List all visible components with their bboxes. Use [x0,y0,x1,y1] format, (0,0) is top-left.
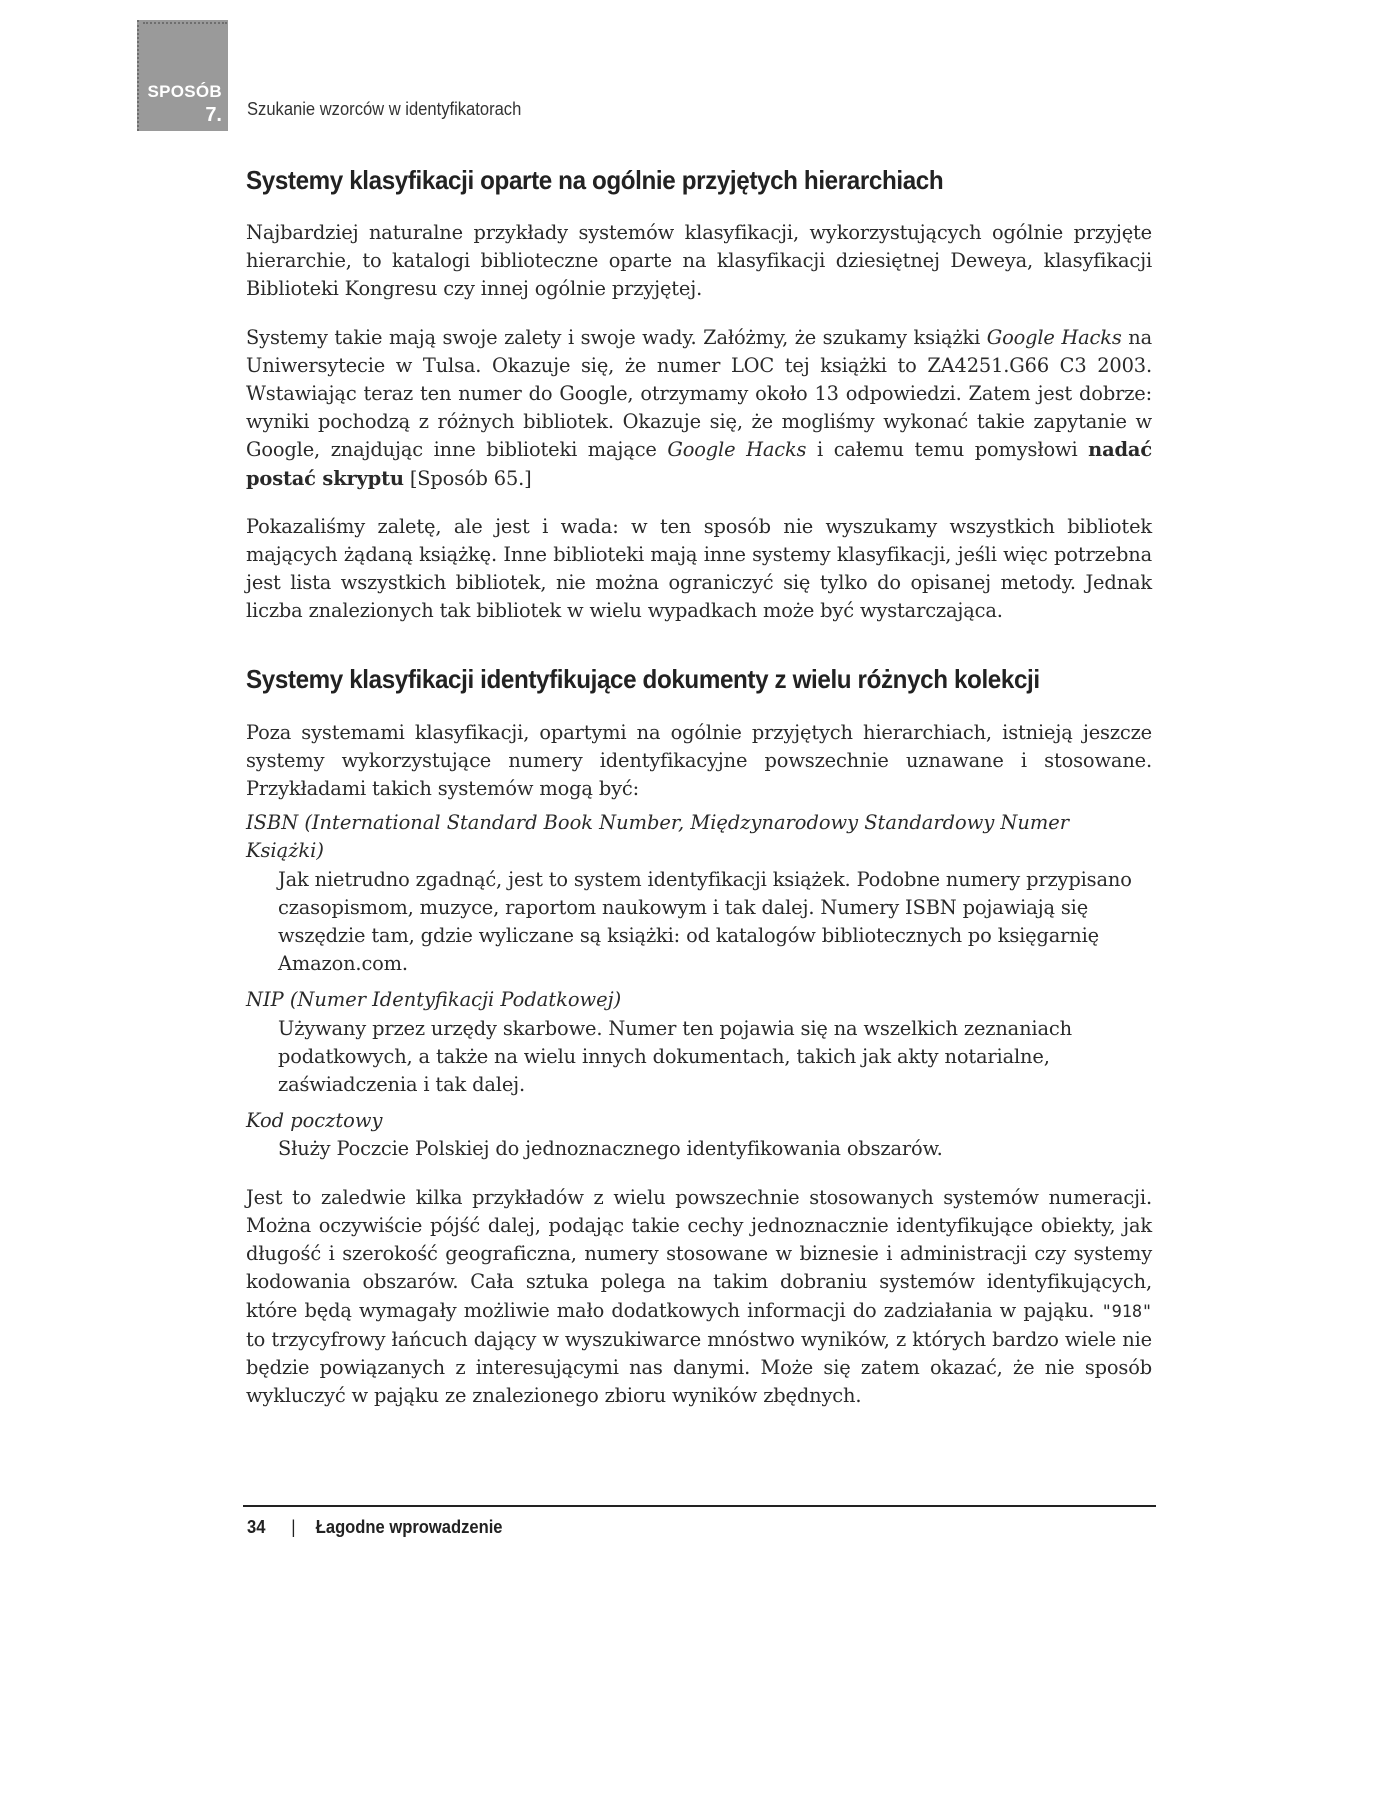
definition-text-postal-code: Służy Poczcie Polskiej do jednoznacznego identyfikowania obszarów. [278,1137,943,1161]
definition-term-nip: NIP (Numer Identyfikacji Podatkowej) [246,988,622,1012]
definition-text-nip: Używany przez urzędy skarbowe. Numer ten pojawia się na wszelkich zeznaniach podatkowych, a także na wielu innych dokumentach, takich jak akty notarialne, zaświadczenia i tak dalej. [278,1016,1072,1097]
tab-dotted-edge [143,22,227,24]
definition-text-isbn: Jak nietrudno zgadnąć, jest to system identyfikacji książek. Podobne numery przypisano czasopismom, muzyce, raportom naukowym i tak dalej. Numery ISBN pojawiają się wszędzie tam, gdzie wyliczane są książki: od katalogów bibliotecznych po księgarnię Amazon.com. [278,867,1132,976]
section-heading-collections: Systemy klasyfikacji identyfikujące dokumenty z wielu różnych kolekcji [246,663,1040,694]
footer [247,1517,503,1538]
tab-label: SPOSÓB [147,82,222,101]
text-run: [Sposób 65.] [403,466,532,490]
paragraph-systems-intro: Poza systemami klasyfikacji, opartymi na ogólnie przyjętych hierarchiach, istnieją jeszcze systemy wykorzystujące numery identyfikacyjne powszechnie uznawane i stosowane. Przykładami takich systemów mogą być: [246,720,1152,801]
cross-reference: nadać postać skryptu [246,438,1152,490]
text-run: Jest to zaledwie kilka przykładów z wielu powszechnie stosowanych systemów numeracji. Można oczywiście pójść dalej, podając takie cechy jednoznacznie identyfikujące obiekty, jak długość i szerokość geograficzna, numery stosowane w biznesie i administracji czy systemy kodowania obszarów. Cała sztuka polega na takim dobraniu systemów identyfikujących, które będą wymagały możliwie mało dodatkowych informacji do zadziałania w pająku. [246,1185,1152,1322]
definition-term-isbn: ISBN (International Standard Book Number, Międzynarodowy Standardowy Numer Książki) [246,811,1070,863]
page-number: 34 [247,1517,266,1537]
hack-tab [137,20,228,131]
tab-number: 7. [205,104,222,126]
paragraph-intro: Najbardziej naturalne przykłady systemów klasyfikacji, wykorzystujących ogólnie przyjęte hierarchie, to katalogi biblioteczne oparte na klasyfikacji dziesiętnej Deweya, klasyfikacji Biblioteki Kongresu czy innej ogólnie przyjętej. [246,221,1152,301]
definition-list [246,809,1152,1163]
text-run: na Uniwersytecie w Tulsa. Okazuje się, że numer LOC tej książki to ZA4251.G66 C3 2003. Wstawiając teraz ten numer do Google, otrzymamy około 13 odpowiedzi. Zatem jest dobrze: wyniki pochodzą z różnych bibliotek. Okazuje się, że mogliśmy wykonać takie zapytanie w Google, znajdując inne biblioteki mające [246,325,1153,462]
section-heading-hierarchies: Systemy klasyfikacji oparte na ogólnie przyjętych hierarchiach [246,165,944,195]
paragraph-closing [246,1184,1152,1411]
code-literal: "918" [1101,1301,1152,1322]
book-title: Google Hacks [986,325,1122,349]
text-run: i całemu temu pomysłowi [806,438,1089,462]
text-run: to trzycyfrowy łańcuch dający w wyszukiwarce mnóstwo wyników, z których bardzo wiele nie będzie powiązanych z interesującymi nas danymi. Może się zatem okazać, że nie sposób wykluczyć w pająku ze znalezionego zbioru wyników zbędnych. [246,1327,1152,1408]
paragraph-advantages [246,324,1152,493]
paragraph-drawback: Pokazaliśmy zaletę, ale jest i wada: w ten sposób nie wyszukamy wszystkich bibliotek mających żądaną książkę. Inne biblioteki mają inne systemy klasyfikacji, jeśli więc potrzebna jest lista wszystkich bibliotek, nie można ograniczyć się tylko do opisanej metody. Jednak liczba znalezionych tak bibliotek w wielu wypadkach może być wystarczająca. [246,514,1152,623]
page-content [246,165,1152,1410]
footer-rule [243,1505,1156,1507]
definition-term-postal-code: Kod pocztowy [246,1109,383,1133]
chapter-title: Łagodne wprowadzenie [315,1517,503,1537]
footer-separator: | [291,1517,296,1537]
running-head: Szukanie wzorców w identyfikatorach [247,99,522,119]
book-title: Google Hacks [667,438,807,462]
text-run: Systemy takie mają swoje zalety i swoje wady. Załóżmy, że szukamy książki [246,325,987,349]
